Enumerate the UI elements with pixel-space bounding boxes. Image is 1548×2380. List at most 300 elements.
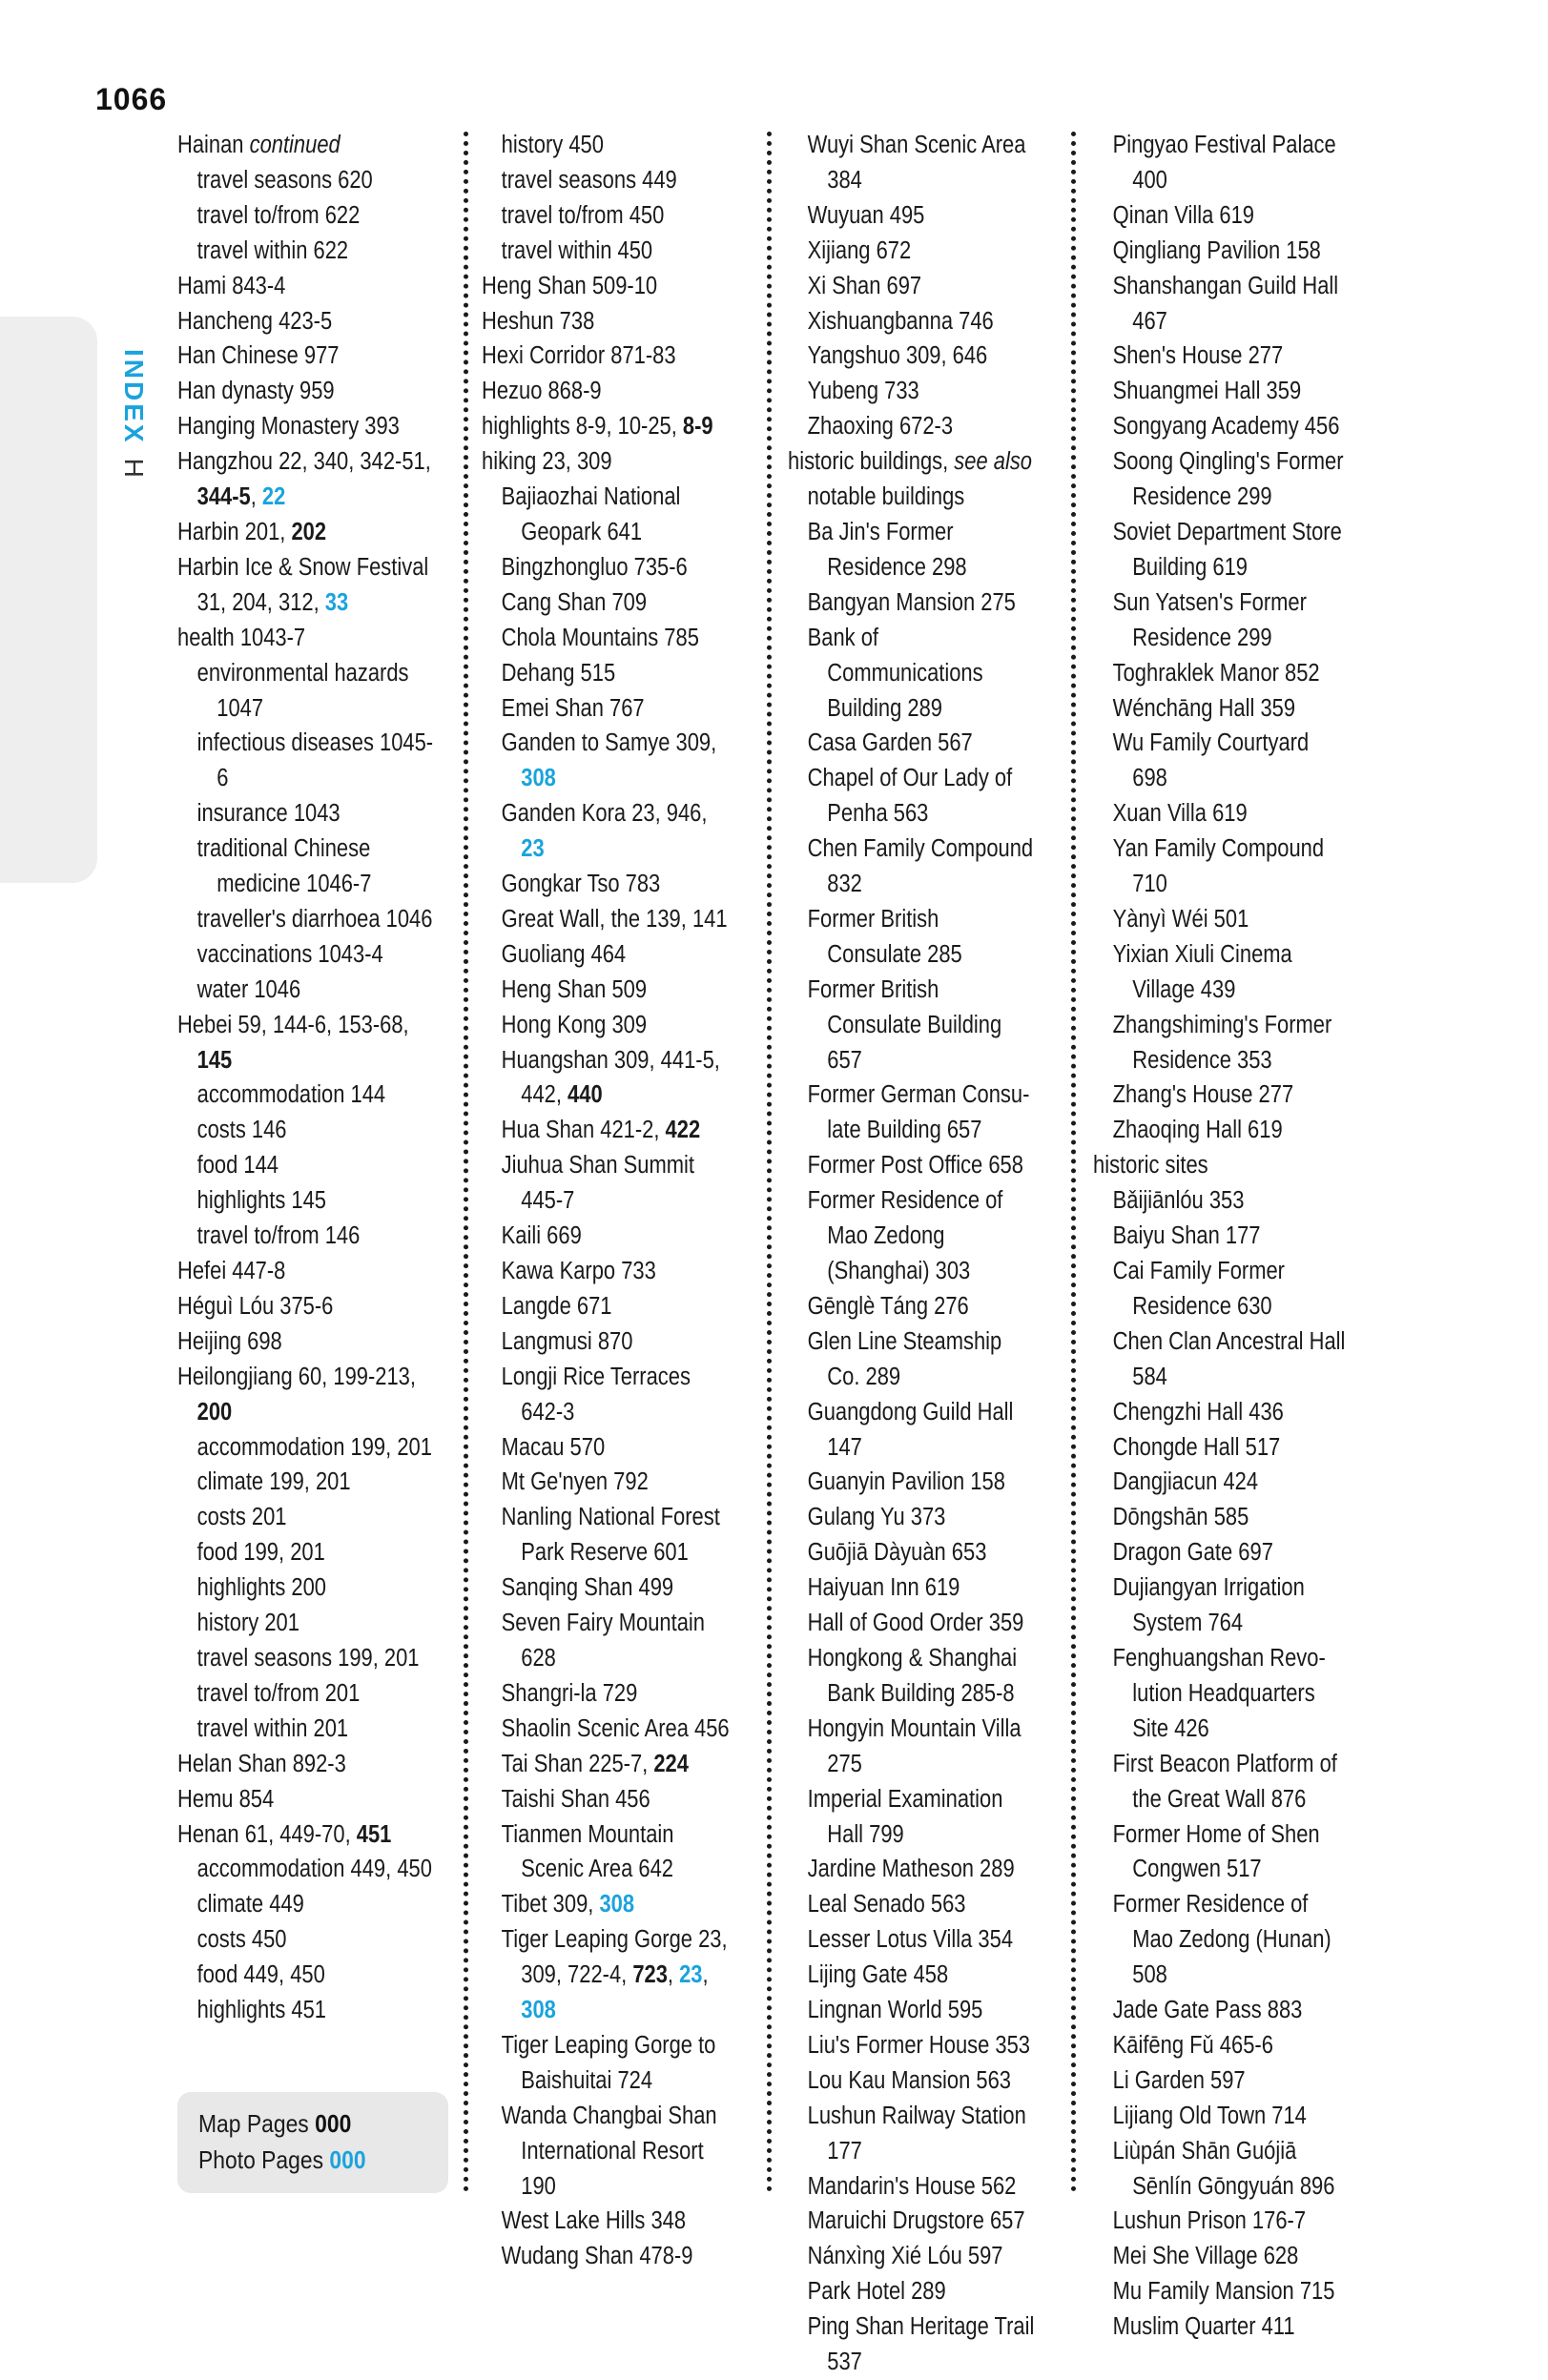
- index-tab-label: [113, 349, 151, 492]
- index-subentry: [1093, 1324, 1348, 1395]
- entry-text: Tiger Leaping Gorge to Baishuitai 724: [501, 2031, 716, 2094]
- index-subentry: [1093, 1113, 1348, 1148]
- index-subentry: [788, 1183, 1036, 1289]
- entry-text: Langde 671: [501, 1292, 612, 1320]
- index-entry: [177, 1817, 433, 1853]
- index-subentry: [177, 1993, 433, 2028]
- index-subentry: [788, 585, 1036, 621]
- index-subentry: [482, 1254, 734, 1289]
- index-subentry: [177, 1500, 433, 1535]
- entry-text: Sanqing Shan 499: [501, 1574, 674, 1602]
- entry-text: Kawa Karpo 733: [501, 1258, 656, 1284]
- index-subentry: [177, 1712, 433, 1747]
- entry-text: climate 449: [196, 1891, 304, 1918]
- index-subentry: [788, 1922, 1036, 1958]
- entry-text: Wanda Changbai Shan International Resort 190: [501, 2102, 717, 2200]
- entry-text: costs 450: [196, 1926, 287, 1954]
- index-subentry: [788, 902, 1036, 973]
- entry-text: highlights 8-9, 10-25,: [482, 413, 683, 441]
- entry-text: Lushun Railway Station 177: [807, 2102, 1026, 2165]
- index-subentry: [1093, 1254, 1348, 1324]
- entry-text: Hefei 447-8: [177, 1258, 286, 1284]
- entry-text: Wénchāng Hall 359: [1112, 694, 1296, 722]
- entry-text: Bǎijiānlóu 353: [1112, 1187, 1245, 1215]
- index-subentry: [482, 902, 734, 937]
- index-tab-letter: H: [119, 458, 149, 481]
- entry-text: historic sites: [1093, 1152, 1208, 1180]
- entry-text: Ba Jin's Former Residence 298: [807, 518, 967, 581]
- index-entry: [177, 339, 433, 374]
- index-subentry: [482, 1817, 734, 1888]
- entry-text: vaccinations 1043-4: [196, 940, 383, 968]
- entry-text: Dangjiacun 424: [1112, 1468, 1259, 1496]
- index-subentry: [788, 2063, 1036, 2099]
- entry-text: Xi Shan 697: [807, 272, 922, 299]
- map-page-ref: 723: [632, 1961, 668, 1989]
- map-page-ref: 440: [568, 1081, 603, 1109]
- entry-text: travel within 450: [501, 236, 653, 264]
- index-subentry: [177, 902, 433, 937]
- entry-text: Hongkong & Shanghai Bank Building 285-8: [807, 1644, 1018, 1707]
- entry-text: ,: [667, 1961, 680, 1989]
- index-subentry: [1093, 2063, 1348, 2099]
- index-entry: [177, 1360, 433, 1430]
- index-subentry: [788, 409, 1036, 444]
- entry-text: travel to/from 450: [501, 201, 665, 229]
- entry-text: Mu Family Mansion 715: [1112, 2278, 1335, 2306]
- entry-text: Hezuo 868-9: [482, 378, 602, 405]
- index-column-2: [482, 128, 734, 2274]
- index-subentry: [788, 1077, 1036, 1148]
- entry-text: Yan Family Compound 710: [1112, 835, 1325, 898]
- index-subentry: [482, 1113, 734, 1148]
- index-subentry: [788, 1606, 1036, 1641]
- entry-text: food 144: [196, 1152, 279, 1180]
- photo-page-ref: 23: [679, 1961, 703, 1989]
- entry-text: Jiuhua Shan Summit 445-7: [501, 1152, 694, 1215]
- index-subentry: [788, 2028, 1036, 2063]
- index-subentry: [177, 656, 433, 727]
- index-entry: [482, 409, 734, 444]
- index-subentry: [788, 1289, 1036, 1324]
- entry-text: Mt Ge'nyen 792: [501, 1468, 649, 1496]
- index-subentry: [177, 1852, 433, 1887]
- entry-text: food 449, 450: [196, 1961, 325, 1989]
- index-subentry: [177, 198, 433, 234]
- entry-text: Tibet 309,: [501, 1891, 600, 1918]
- map-page-ref: 451: [356, 1820, 392, 1848]
- map-page-ref: 422: [665, 1117, 701, 1144]
- entry-text: Hua Shan 421-2,: [501, 1117, 666, 1144]
- entry-text: Langmusi 870: [501, 1327, 633, 1355]
- entry-text: Pingyao Festival Palace 400: [1112, 132, 1336, 194]
- index-entry: [177, 1254, 433, 1289]
- index-entry: [177, 1782, 433, 1817]
- entry-text: environmental hazards 1047: [196, 659, 409, 722]
- entry-text: Guōjiā Dàyuàn 653: [807, 1539, 987, 1567]
- entry-text: highlights 451: [196, 1997, 326, 2024]
- index-subentry: [177, 1958, 433, 1993]
- entry-text: Gulang Yu 373: [807, 1504, 946, 1531]
- index-entry: [482, 374, 734, 409]
- index-subentry: [788, 1535, 1036, 1570]
- entry-text: Guoliang 464: [501, 940, 627, 968]
- entry-text: history 201: [196, 1610, 299, 1637]
- index-entry: [177, 128, 433, 163]
- entry-text: Wuyuan 495: [807, 201, 925, 229]
- index-subentry: [1093, 1183, 1348, 1219]
- index-subentry: [788, 128, 1036, 198]
- index-subentry: [482, 1606, 734, 1676]
- entry-text: Hebei 59, 144-6, 153-68,: [177, 1011, 409, 1038]
- entry-text: Former British Consulate Building 657: [807, 975, 1002, 1074]
- entry-text: Chen Clan Ancestral Hall 584: [1112, 1327, 1346, 1390]
- entry-text: Zhaoxing 672-3: [807, 413, 954, 441]
- entry-text: traditional Chinese medicine 1046-7: [196, 835, 372, 898]
- entry-text: Cang Shan 709: [501, 588, 648, 616]
- entry-text: travel seasons 449: [501, 166, 677, 194]
- index-subentry: [1093, 937, 1348, 1008]
- index-subentry: [177, 1676, 433, 1712]
- legend-photo-label: Photo Pages: [198, 2145, 324, 2174]
- entry-text: food 199, 201: [196, 1539, 325, 1567]
- index-subentry: [1093, 234, 1348, 269]
- photo-page-ref: 23: [521, 835, 545, 863]
- index-subentry: [788, 1641, 1036, 1712]
- entry-text: highlights 200: [196, 1574, 326, 1602]
- entry-text: Guangdong Guild Hall 147: [807, 1398, 1014, 1461]
- entry-text: Ganden to Samye 309,: [501, 729, 717, 757]
- index-subentry: [482, 2028, 734, 2099]
- index-subentry: [1093, 585, 1348, 656]
- index-subentry: [1093, 128, 1348, 198]
- index-subentry: [788, 515, 1036, 585]
- entry-text: Xishuangbanna 746: [807, 307, 994, 335]
- entry-text: travel to/from 146: [196, 1222, 361, 1250]
- entry-text: Chongde Hall 517: [1112, 1433, 1281, 1461]
- entry-text: Yangshuo 309, 646: [807, 342, 988, 370]
- index-subentry: [177, 1077, 433, 1113]
- index-subentry: [482, 973, 734, 1008]
- entry-text: Helan Shan 892-3: [177, 1750, 346, 1777]
- entry-text: Xuan Villa 619: [1112, 800, 1248, 828]
- index-subentry: [482, 1922, 734, 2028]
- index-subentry: [788, 2309, 1036, 2380]
- page-number: 1066: [95, 82, 168, 116]
- index-subentry: [1093, 2134, 1348, 2205]
- entry-text: Chola Mountains 785: [501, 624, 699, 651]
- index-entry: [177, 444, 433, 515]
- entry-text: Bank of Communications Building 289: [807, 624, 983, 722]
- index-subentry: [482, 2239, 734, 2274]
- photo-page-ref: 308: [521, 765, 556, 792]
- index-subentry: [177, 1183, 433, 1219]
- entry-text: Lijiang Old Town 714: [1112, 2102, 1307, 2129]
- index-subentry: [482, 1008, 734, 1043]
- index-subentry: [788, 621, 1036, 727]
- entry-text: Glen Line Steamship Co. 289: [807, 1327, 1002, 1390]
- entry-text: Liu's Former House 353: [807, 2031, 1030, 2059]
- index-subentry: [482, 796, 734, 867]
- index-subentry: [788, 269, 1036, 304]
- entry-text: Fenghuangshan Revo-lution Headquarters Site 426: [1112, 1644, 1326, 1742]
- index-subentry: [482, 1289, 734, 1324]
- entry-text: Dujiangyan Irrigation System 764: [1112, 1574, 1305, 1637]
- entry-text: Haiyuan Inn 619: [807, 1574, 960, 1602]
- index-subentry: [788, 1887, 1036, 1922]
- entry-text: Chengzhi Hall 436: [1112, 1398, 1284, 1426]
- entry-text: Leal Senado 563: [807, 1891, 966, 1918]
- index-entry: [177, 1747, 433, 1782]
- entry-text: Dōngshān 585: [1112, 1504, 1249, 1531]
- entry-text: Zhaoqing Hall 619: [1112, 1117, 1283, 1144]
- legend-map-label: Map Pages: [198, 2109, 309, 2138]
- index-subentry: [177, 1113, 433, 1148]
- entry-text: Han dynasty 959: [177, 378, 335, 405]
- entry-text: infectious diseases 1045-6: [196, 729, 434, 792]
- entry-text: Bangyan Mansion 275: [807, 588, 1016, 616]
- index-subentry: [482, 691, 734, 727]
- index-subentry: [482, 1430, 734, 1466]
- index-subentry: [482, 1782, 734, 1817]
- index-subentry: [177, 1570, 433, 1606]
- entry-text: Li Garden 597: [1112, 2066, 1246, 2094]
- entry-text: Wu Family Courtyard 698: [1112, 729, 1310, 792]
- entry-text: Dehang 515: [501, 659, 616, 687]
- entry-text: Xijiang 672: [807, 236, 912, 264]
- index-subentry: [482, 585, 734, 621]
- index-subentry: [788, 2204, 1036, 2239]
- index-subentry: [788, 1500, 1036, 1535]
- entry-text: see also: [954, 448, 1032, 476]
- entry-text: Shaolin Scenic Area 456: [501, 1714, 730, 1742]
- index-subentry: [177, 234, 433, 269]
- index-subentry: [482, 198, 734, 234]
- entry-text: Former Residence of Mao Zedong (Hunan) 508: [1112, 1891, 1331, 1989]
- entry-text: Hexi Corridor 871-83: [482, 342, 676, 370]
- entry-text: Shen's House 277: [1112, 342, 1284, 370]
- index-subentry: [177, 973, 433, 1008]
- index-tab: [0, 317, 97, 883]
- entry-text: Nanling National Forest Park Reserve 601: [501, 1504, 720, 1567]
- entry-text: Jade Gate Pass 883: [1112, 1997, 1303, 2024]
- index-subentry: [788, 1958, 1036, 1993]
- index-subentry: [1093, 1500, 1348, 1535]
- entry-text: Mei She Village 628: [1112, 2243, 1299, 2270]
- entry-text: travel to/from 201: [196, 1679, 361, 1707]
- page-legend: [177, 2092, 448, 2193]
- entry-text: travel within 622: [196, 236, 349, 264]
- entry-text: Heijing 698: [177, 1327, 282, 1355]
- map-page-ref: 224: [653, 1750, 689, 1777]
- entry-text: Qingliang Pavilion 158: [1112, 236, 1321, 264]
- index-subentry: [788, 1324, 1036, 1395]
- entry-text: Soviet Department Store Building 619: [1112, 518, 1342, 581]
- entry-text: ,: [250, 483, 262, 511]
- index-subentry: [1093, 1887, 1348, 1993]
- entry-text: Gongkar Tso 783: [501, 871, 661, 898]
- index-subentry: [482, 163, 734, 198]
- legend-photo-value: 000: [329, 2145, 366, 2174]
- index-entry: [482, 269, 734, 304]
- entry-text: Shangri-la 729: [501, 1679, 638, 1707]
- index-column-4: [1093, 128, 1348, 2345]
- entry-text: Former British Consulate 285: [807, 905, 962, 968]
- index-subentry: [788, 2099, 1036, 2169]
- index-entry: [177, 304, 433, 339]
- entry-text: Hemu 854: [177, 1785, 275, 1813]
- entry-text: Guanyin Pavilion 158: [807, 1468, 1005, 1496]
- entry-text: Casa Garden 567: [807, 729, 973, 757]
- entry-text: Longji Rice Terraces 642-3: [501, 1363, 691, 1426]
- entry-text: Lingnan World 595: [807, 1997, 983, 2024]
- entry-text: Yubeng 733: [807, 378, 919, 405]
- entry-text: Tai Shan 225-7,: [501, 1750, 654, 1777]
- index-subentry: [788, 831, 1036, 902]
- index-subentry: [482, 1360, 734, 1430]
- index-subentry: [1093, 374, 1348, 409]
- index-subentry: [1093, 515, 1348, 585]
- index-subentry: [788, 1993, 1036, 2028]
- index-subentry: [482, 550, 734, 585]
- entry-text: Bajiaozhai National Geopark 641: [501, 483, 681, 545]
- entry-text: Soong Qingling's Former Residence 299: [1112, 448, 1344, 511]
- entry-text: costs 146: [196, 1117, 287, 1144]
- index-subentry: [482, 1500, 734, 1570]
- entry-text: traveller's diarrhoea 1046: [196, 905, 433, 933]
- entry-text: Hongyin Mountain Villa 275: [807, 1714, 1022, 1777]
- index-entry: [177, 550, 433, 621]
- entry-text: Heng Shan 509: [501, 975, 648, 1003]
- index-entry: [177, 409, 433, 444]
- entry-text: Ping Shan Heritage Trail 537: [807, 2313, 1035, 2376]
- entry-text: Harbin Ice & Snow Festival 31, 204, 312,: [177, 553, 429, 616]
- index-subentry: [788, 1148, 1036, 1183]
- index-subentry: [788, 1395, 1036, 1466]
- entry-text: Hong Kong 309: [501, 1011, 648, 1038]
- index-subentry: [177, 163, 433, 198]
- entry-text: Lou Kau Mansion 563: [807, 2066, 1012, 2094]
- index-subentry: [1093, 409, 1348, 444]
- entry-text: Jardine Matheson 289: [807, 1856, 1015, 1883]
- entry-text: water 1046: [196, 975, 301, 1003]
- map-page-ref: 8-9: [682, 413, 713, 441]
- entry-text: Hainan: [177, 132, 250, 158]
- index-subentry: [788, 339, 1036, 374]
- photo-page-ref: 308: [521, 1997, 556, 2024]
- index-subentry: [177, 1887, 433, 1922]
- entry-text: Yixian Xiuli Cinema Village 439: [1112, 940, 1292, 1003]
- index-subentry: [788, 304, 1036, 339]
- entry-text: Hami 843-4: [177, 272, 286, 299]
- entry-text: Han Chinese 977: [177, 342, 340, 370]
- index-subentry: [482, 867, 734, 902]
- index-subentry: [788, 374, 1036, 409]
- index-subentry: [482, 128, 734, 163]
- index-subentry: [1093, 1395, 1348, 1430]
- entry-text: Gēnglè Táng 276: [807, 1292, 969, 1320]
- index-entry: [177, 1324, 433, 1360]
- index-subentry: [482, 1043, 734, 1114]
- index-entry: [177, 621, 433, 656]
- entry-text: Maruichi Drugstore 657: [807, 2207, 1025, 2235]
- index-entry: [482, 339, 734, 374]
- column-divider: [767, 132, 772, 2193]
- entry-text: costs 201: [196, 1504, 287, 1531]
- index-subentry: [482, 1712, 734, 1747]
- index-column-1: [177, 128, 433, 2028]
- index-subentry: [482, 1148, 734, 1219]
- legend-map-pages: [198, 2109, 351, 2139]
- index-subentry: [482, 726, 734, 796]
- index-subentry: [788, 234, 1036, 269]
- index-subentry: [1093, 2239, 1348, 2274]
- entry-text: Mandarin's House 562: [807, 2172, 1017, 2200]
- index-subentry: [1093, 1641, 1348, 1747]
- entry-text: climate 199, 201: [196, 1468, 351, 1496]
- entry-text: Zhangshiming's Former Residence 353: [1112, 1011, 1332, 1074]
- index-subentry: [1093, 831, 1348, 902]
- column-divider: [464, 132, 468, 2193]
- entry-text: Chapel of Our Lady of Penha 563: [807, 765, 1013, 828]
- entry-text: Park Hotel 289: [807, 2278, 946, 2306]
- index-subentry: [1093, 656, 1348, 691]
- entry-text: Seven Fairy Mountain 628: [501, 1610, 705, 1672]
- index-entry: [177, 269, 433, 304]
- legend-photo-pages: [198, 2145, 366, 2175]
- index-subentry: [788, 973, 1036, 1078]
- entry-text: Hall of Good Order 359: [807, 1610, 1024, 1637]
- entry-text: Héguì Lóu 375-6: [177, 1292, 334, 1320]
- index-subentry: [1093, 2028, 1348, 2063]
- entry-text: Baiyu Shan 177: [1112, 1222, 1261, 1250]
- index-subentry: [1093, 269, 1348, 339]
- index-subentry: [1093, 2099, 1348, 2134]
- entry-text: history 450: [501, 132, 604, 158]
- entry-text: Tianmen Mountain Scenic Area 642: [501, 1820, 674, 1883]
- index-subentry: [482, 1465, 734, 1500]
- index-subentry: [788, 1852, 1036, 1887]
- index-subentry: [1093, 1817, 1348, 1888]
- index-subentry: [177, 1465, 433, 1500]
- photo-page-ref: 33: [324, 588, 349, 616]
- index-subentry: [1093, 902, 1348, 937]
- index-subentry: [482, 1747, 734, 1782]
- entry-text: Wudang Shan 478-9: [501, 2243, 693, 2270]
- entry-text: Nánxìng Xié Lóu 597: [807, 2243, 1003, 2270]
- entry-text: Ganden Kora 23, 946,: [501, 800, 708, 828]
- entry-text: continued: [249, 132, 341, 158]
- entry-text: Hancheng 423-5: [177, 307, 333, 335]
- entry-text: Yànyì Wéi 501: [1112, 905, 1249, 933]
- entry-text: Sun Yatsen's Former Residence 299: [1112, 588, 1307, 651]
- index-subentry: [1093, 2204, 1348, 2239]
- index-subentry: [1093, 691, 1348, 727]
- entry-text: travel seasons 199, 201: [196, 1644, 420, 1672]
- entry-text: ,: [702, 1961, 709, 1989]
- entry-text: Songyang Academy 456: [1112, 413, 1340, 441]
- entry-text: Shanshangan Guild Hall 467: [1112, 272, 1339, 335]
- entry-text: Imperial Examination Hall 799: [807, 1785, 1003, 1848]
- index-subentry: [1093, 198, 1348, 234]
- entry-text: Macau 570: [501, 1433, 606, 1461]
- entry-text: Wuyi Shan Scenic Area 384: [807, 132, 1026, 194]
- index-subentry: [1093, 1219, 1348, 1254]
- entry-text: travel to/from 622: [196, 201, 361, 229]
- index-subentry: [177, 1606, 433, 1641]
- index-subentry: [788, 1465, 1036, 1500]
- entry-text: Zhang's House 277: [1112, 1081, 1294, 1109]
